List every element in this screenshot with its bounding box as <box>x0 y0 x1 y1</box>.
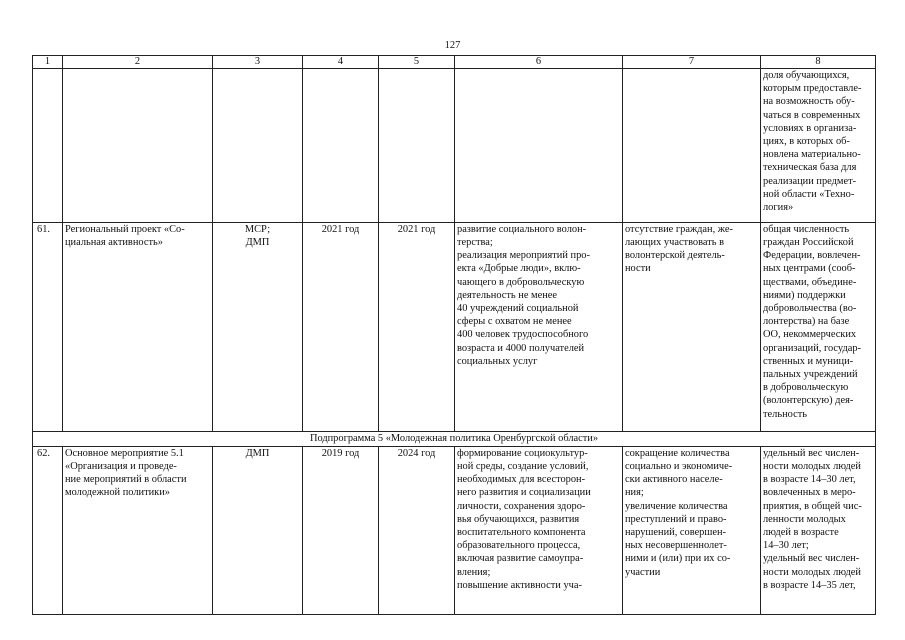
content-cell: развитие социального волон- терства; реализация мероприятий про- екта «Добрые люди», вклю- чающего в добровольческую деятельность не менее 40 учреждений социальной сферы с охватом не менее 400 человек трудоспособного возраста и 4000 получателей социальных услуг <box>455 222 623 432</box>
end-year-cell: 2024 год <box>379 446 455 614</box>
table-row-continuation <box>33 69 876 223</box>
start-year-cell <box>303 69 379 223</box>
row-number-cell: 61. <box>33 222 63 432</box>
start-year-cell: 2019 год <box>303 446 379 614</box>
row-number-cell <box>33 69 63 223</box>
measure-name-cell <box>63 69 213 223</box>
consequences-cell: отсутствие граждан, же- лающих участвовать в волонтерской деятель- ности <box>623 222 761 432</box>
end-year-cell <box>379 69 455 223</box>
column-header-3: 3 <box>213 56 303 69</box>
column-header-7: 7 <box>623 56 761 69</box>
column-header-8: 8 <box>761 56 876 69</box>
content-cell <box>455 69 623 223</box>
subprogram-title: Подпрограмма 5 «Молодежная политика Оренбургской области» <box>33 432 876 446</box>
measure-name-cell: Основное мероприятие 5.1 «Организация и проведе- ние мероприятий в области молодежной политики» <box>63 446 213 614</box>
page-number: 127 <box>444 40 461 51</box>
column-header-4: 4 <box>303 56 379 69</box>
indicator-cell: удельный вес числен- ности молодых людей в возрасте 14–30 лет, вовлеченных в меро- приятия, в общей чис- ленности молодых людей в возрасте 14–30 лет; удельный вес числен- ности молодых людей в возрасте 14–35 лет, <box>761 446 876 614</box>
column-header-1: 1 <box>33 56 63 69</box>
executor-cell: ДМП <box>213 446 303 614</box>
program-measures-table <box>32 55 876 615</box>
indicator-cell: общая численность граждан Российской Федерации, вовлечен- ных центрами (сооб- ществами, объедине- ниями) поддержки добровольчества (во- лонтерства) на базе ОО, некоммерческих организаций, государ- ственных и муници- пальных учреждений в добровольческую (волонтерскую) дея- тельность <box>761 222 876 432</box>
subprogram-header-row <box>33 432 876 446</box>
indicator-cell: доля обучающихся, которым предоставле- на возможность обу- чаться в современных условиях в организа- циях, в которых об- новлена материально- техническая база для реализации предмет- ной области «Техно- логия» <box>761 69 876 223</box>
measure-name-cell: Региональный проект «Со- циальная активность» <box>63 222 213 432</box>
start-year-cell: 2021 год <box>303 222 379 432</box>
content-cell: формирование социокультур- ной среды, создание условий, необходимых для всесторон- него развития и социализации личности, сохранения здоро- вья обучающихся, развития воспитательного компонента образовательного процесса, включая развитие самоупра- вления; повышение активности уча- <box>455 446 623 614</box>
column-header-6: 6 <box>455 56 623 69</box>
executor-cell: МСР; ДМП <box>213 222 303 432</box>
consequences-cell: сокращение количества социально и экономиче- ски активного населе- ния; увеличение количества преступлений и право- нарушений, совершен- ных несовершеннолет- ними и (или) при их со- участии <box>623 446 761 614</box>
column-header-2: 2 <box>63 56 213 69</box>
column-number-header-row <box>33 56 876 69</box>
consequences-cell <box>623 69 761 223</box>
row-number-cell: 62. <box>33 446 63 614</box>
column-header-5: 5 <box>379 56 455 69</box>
table-row-61 <box>33 222 876 432</box>
table-row-62 <box>33 446 876 614</box>
executor-cell <box>213 69 303 223</box>
end-year-cell: 2021 год <box>379 222 455 432</box>
